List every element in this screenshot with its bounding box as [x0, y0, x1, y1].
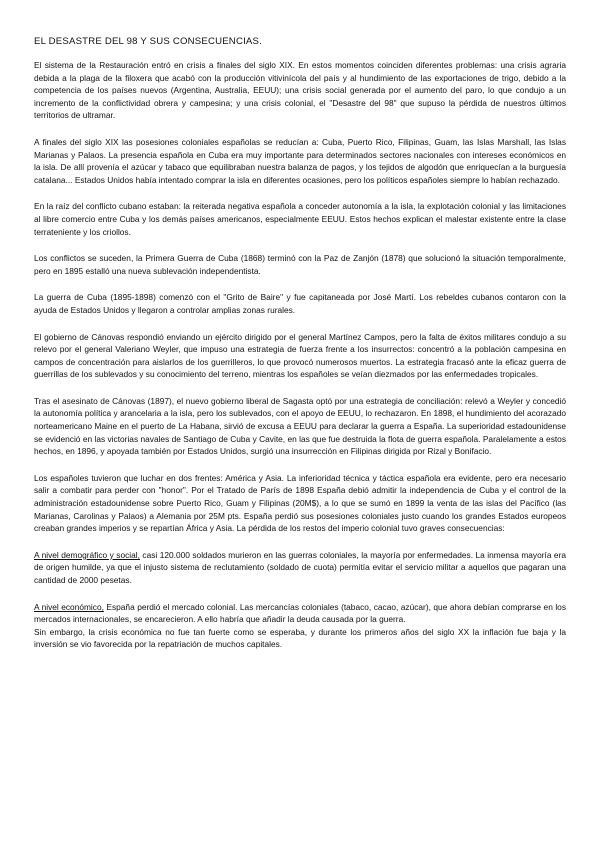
economic-text: España perdió el mercado colonial. Las mercancías coloniales (tabaco, cacao, azúcar), que ahora debían comprarse en los mercados internacionales, se encarecieron. A ello habría que añadir la deuda causada por la guerra. — [34, 601, 566, 625]
paragraph-economic — [34, 601, 566, 626]
paragraph-economic-continuation: Sin embargo, la crisis económica no fue tan fuerte como se esperaba, y durante los primeros años del siglo XX la inflación fue baja y la inversión se vio favorecida por la repatriación de muchos capitales. — [34, 626, 566, 650]
economic-heading: A nivel económico, — [34, 601, 104, 612]
paragraph-cuba-war: La guerra de Cuba (1895-1898) comenzó con el "Grito de Baire" y fue capitaneada por José Martí. Los rebeldes cubanos contaron con la ayuda de Estados Unidos y llegaron a controlar amplias zonas rurales. — [34, 292, 566, 315]
paragraph-colonial-possessions: A finales del siglo XIX las posesiones coloniales españolas se reducían a: Cuba, Puerto Rico, Filipinas, Guam, las Islas Marshall, las Islas Marianas y Palaos. La presencia española en Cuba era muy importante para determinados sectores nacionales con intereses económicos en la isla. De allí provenía el azúcar y tabaco que equilibraban nuestra balanza de pagos, y los tejidos de algodón que enriquecían a la burguesía catalana... Estados Unidos había intentado comprar la isla en diferentes ocasiones, pero los políticos españoles siempre lo habían rechazado. — [34, 136, 566, 185]
paragraph-sagasta-conciliation: Tras el asesinato de Cánovas (1897), el nuevo gobierno liberal de Sagasta optó por una estrategia de conciliación: relevó a Weyler y concedió la autonomía política y arancelaria a la isla, pero los sublevados, con el apoyo de EEUU, lo rechazaron. En 1898, el hundimiento del acorazado norteamericano Maine en el puerto de La Habana, sirvió de excusa a EEUU para declarar la guerra a España. La superioridad estadounidense se evidenció en las victorias navales de Santiago de Cuba y Cavite, en las que fue destruida la flota de guerra española. Paralelamente a estos hechos, en 1896, y apoyada también por Estados Unidos, surgió una insurrección en Filipinas dirigida por Rizal y Bonifacio. — [34, 395, 566, 457]
paragraph-canovas-response: El gobierno de Cánovas respondió enviando un ejército dirigido por el general Martínez Campos, pero la falta de éxitos militares condujo a su relevo por el general Valeriano Weyler, que impuso una estrategia de fuerza frente a los insurrectos: concentró a la población campesina en campos de concentración para aislarlos de los guerrilleros, lo que provocó numerosos muertos. La estrategia fracasó ante la eficaz guerra de guerrillas de los sublevados y su conocimiento del terreno, mientras los españoles se veían diezmados por las enfermedades tropicales. — [34, 331, 566, 380]
document-title: EL DESASTRE DEL 98 Y SUS CONSECUENCIAS. — [34, 36, 262, 47]
paragraph-demographic — [34, 549, 566, 587]
paragraph-conflicts-succession: Los conflictos se suceden, la Primera Guerra de Cuba (1868) terminó con la Paz de Zanjón (1878) que solucionó la situación temporalmente, pero en 1895 estalló una nueva sublevación independentista. — [34, 253, 566, 276]
paragraph-restauracion-crisis: El sistema de la Restauración entró en crisis a finales del siglo XIX. En estos momentos coinciden diferentes problemas: una crisis agraria debida a la plaga de la filoxera que acabó con la producción vitivinícola del país y al hundimiento de las exportaciones de trigo, debido a la competencia de los países nuevos (Argentina, Australia, EEUU); una crisis social generada por el aumento del paro, lo que condujo a un incremento de la conflictividad obrera y campesina; y una crisis colonial, el "Desastre del 98" que supuso la pérdida de nuestros últimos territorios de ultramar. — [34, 60, 566, 121]
demographic-heading: A nivel demográfico y social, — [34, 549, 140, 560]
demographic-text: casi 120.000 soldados murieron en las guerras coloniales, la mayoría por enfermedades. La inmensa mayoría era de origen humilde, ya que el injusto sistema de reclutamiento (soldado de cuota) permitía evitar el servicio militar a aquellos que pagaran una cantidad de 2000 pesetas. — [34, 549, 566, 585]
paragraph-two-fronts: Los españoles tuvieron que luchar en dos frentes: América y Asia. La inferioridad técnica y táctica española era evidente, pero era necesario salir a combatir para perder con "honor". Por el Tratado de París de 1898 España debió admitir la independencia de Cuba y el control de la administración estadounidense sobre Puerto Rico, Guam y Filipinas (20M$), a lo que se sumó en 1899 la venta de las islas del Pacífico (las Marianas, Carolinas y Palaos) a Alemania por 25M pts. España perdió sus posesiones coloniales justo cuando los grandes Estados europeos creaban grandes imperios y se repartían África y Asia. La pérdida de los restos del imperio colonial tuvo graves consecuencias: — [34, 472, 566, 534]
paragraph-conflict-roots: En la raíz del conflicto cubano estaban: la reiterada negativa española a conceder autonomía a la isla, la explotación colonial y las limitaciones al libre comercio entre Cuba y los demás países americanos, especialmente EEUU. Estos hechos explican el malestar existente entre la clase terrateniente y los criollos. — [34, 201, 566, 237]
